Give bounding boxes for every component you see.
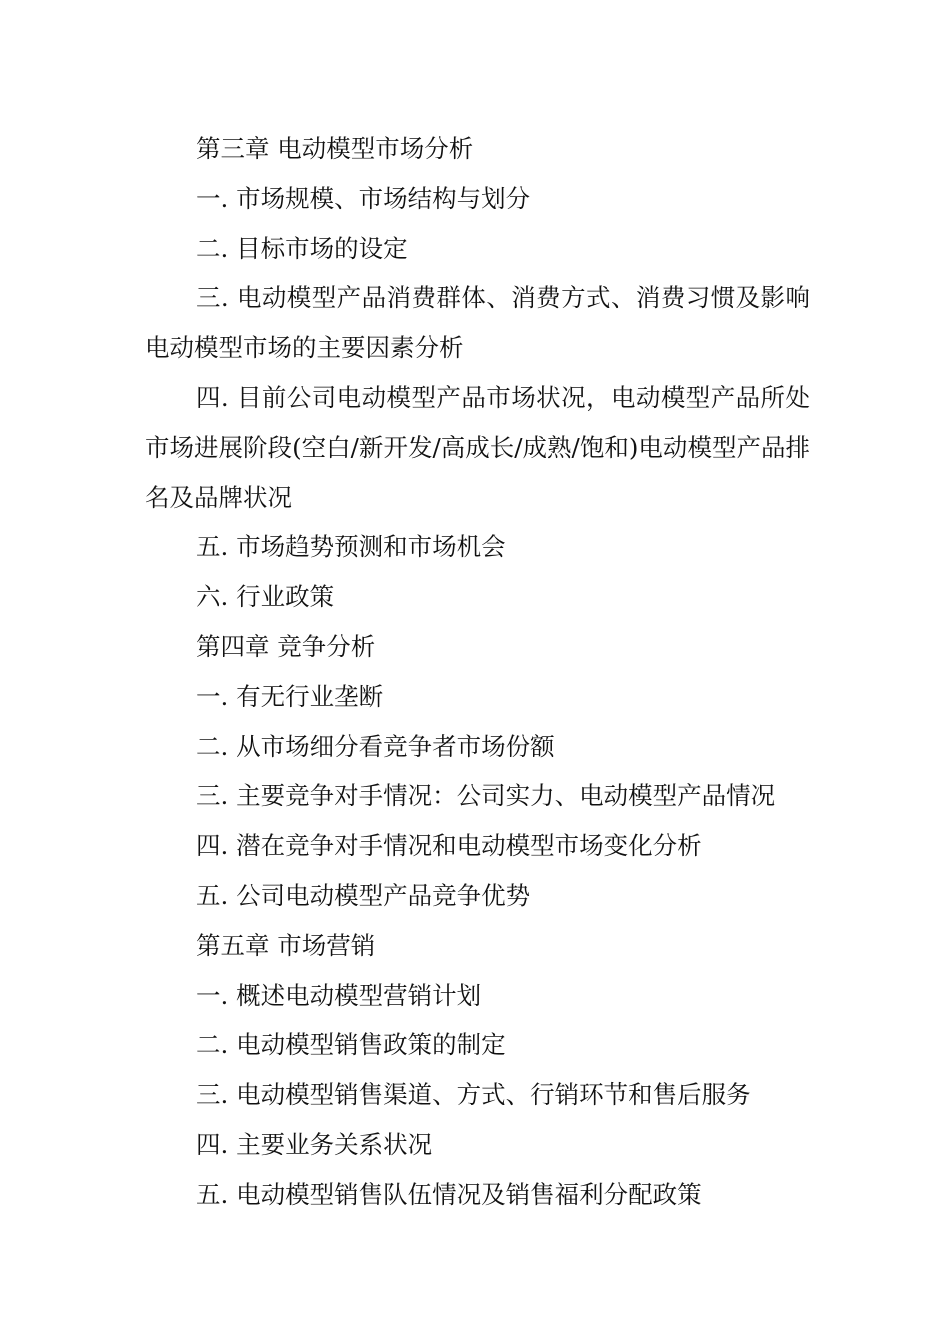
section-item: 五. 公司电动模型产品竞争优势 [196,880,531,910]
section-item: 五. 市场趋势预测和市场机会 [196,532,506,562]
chapter-heading-4: 第四章 竞争分析 [196,631,376,661]
section-item: 一. 有无行业垄断 [196,681,384,711]
section-item: 三. 主要竞争对手情况：公司实力、电动模型产品情况 [196,781,776,811]
section-item: 三. 电动模型产品消费群体、消费方式、消费习惯及影响电动模型市场的主要因素分析 [145,283,810,363]
section-item: 四. 目前公司电动模型产品市场状况，电动模型产品所处市场进展阶段(空白/新开发/高成长/成熟/饱和)电动模型产品排名及品牌状况 [145,382,810,512]
document-body [145,124,810,1220]
section-item: 二. 从市场细分看竞争者市场份额 [196,731,555,761]
chapter-heading-5: 第五章 市场营销 [196,930,376,960]
chapter-heading-3: 第三章 电动模型市场分析 [196,134,474,163]
section-item: 二. 电动模型销售政策的制定 [196,1030,506,1060]
section-item: 四. 潜在竞争对手情况和电动模型市场变化分析 [196,831,702,861]
section-item: 一. 概述电动模型营销计划 [196,980,482,1010]
section-item: 六. 行业政策 [196,582,335,612]
section-item: 四. 主要业务关系状况 [196,1129,433,1159]
section-item: 五. 电动模型销售队伍情况及销售福利分配政策 [196,1179,702,1209]
section-item: 二. 目标市场的设定 [196,233,408,263]
section-item: 一. 市场规模、市场结构与划分 [196,183,531,213]
section-item: 三. 电动模型销售渠道、方式、行销环节和售后服务 [196,1080,751,1110]
